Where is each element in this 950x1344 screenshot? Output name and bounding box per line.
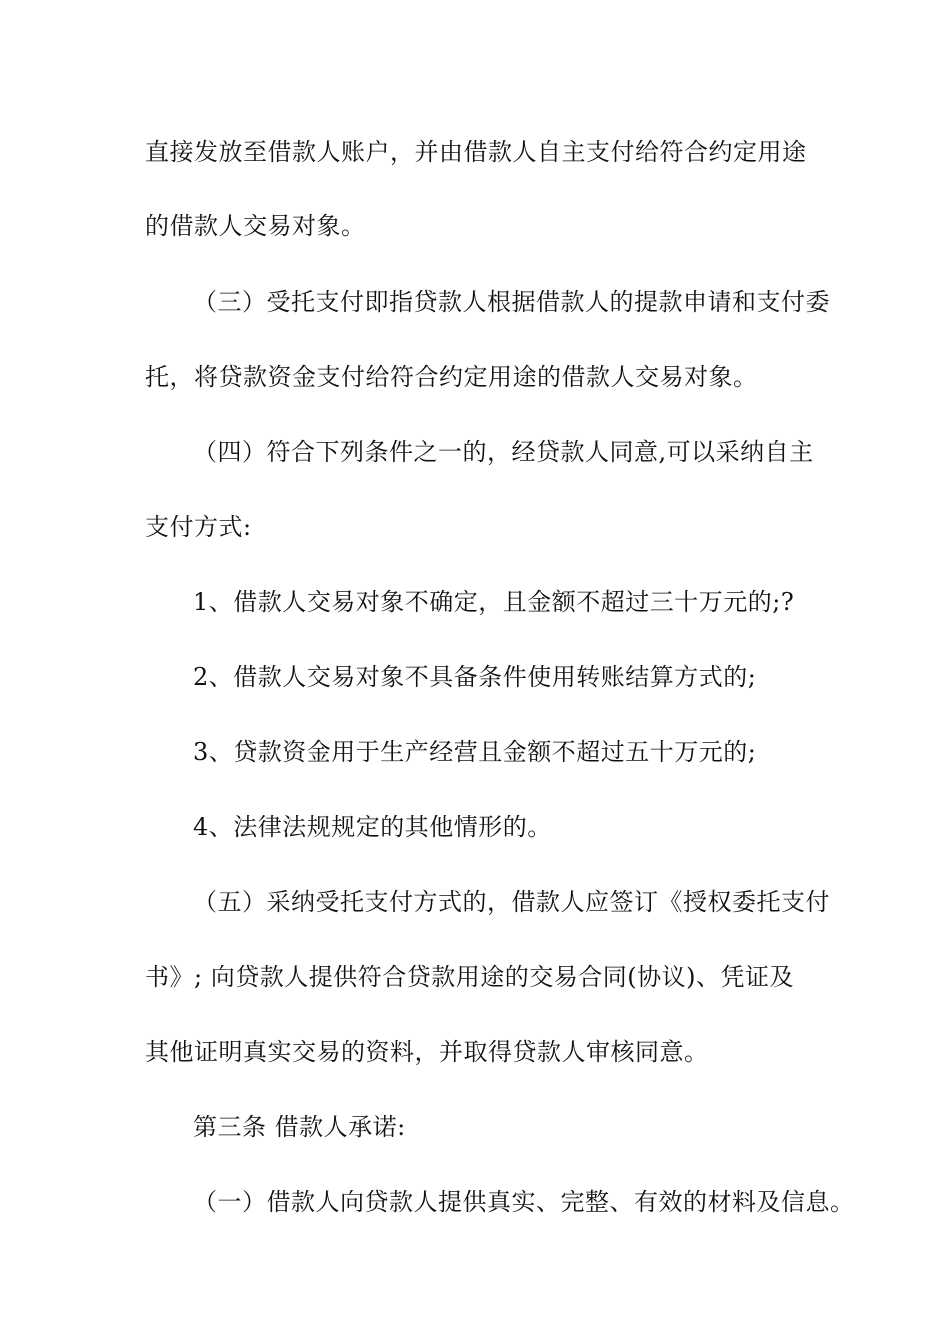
- condition-item-3: 3、贷款资金用于生产经营且金额不超过五十万元的;: [193, 738, 757, 766]
- paragraph-2-continued-line-1: 直接发放至借款人账户，并由借款人自主支付给符合约定用途: [145, 138, 807, 166]
- clause-3-line-2: 托，将贷款资金支付给符合约定用途的借款人交易对象。: [145, 363, 758, 391]
- clause-5-line-1: （五）采纳受托支付方式的，借款人应签订《授权委托支付: [193, 888, 830, 916]
- paragraph-2-continued-line-2: 的借款人交易对象。: [145, 212, 366, 240]
- clause-3-line-1: （三）受托支付即指贷款人根据借款人的提款申请和支付委: [193, 288, 830, 316]
- condition-item-4: 4、法律法规规定的其他情形的。: [193, 813, 552, 841]
- article-3-heading: 第三条 借款人承诺:: [193, 1113, 406, 1141]
- article-3-clause-1: （一）借款人向贷款人提供真实、完整、有效的材料及信息。: [193, 1188, 855, 1216]
- clause-4-line-2: 支付方式:: [145, 513, 252, 541]
- clause-5-line-2: 书》; 向贷款人提供符合贷款用途的交易合同(协议)、凭证及: [145, 963, 794, 991]
- condition-item-1: 1、借款人交易对象不确定，且金额不超过三十万元的;?: [193, 588, 795, 616]
- clause-5-line-3: 其他证明真实交易的资料，并取得贷款人审核同意。: [145, 1038, 709, 1066]
- condition-item-2: 2、借款人交易对象不具备条件使用转账结算方式的;: [193, 663, 757, 691]
- clause-4-line-1: （四）符合下列条件之一的，经贷款人同意,可以采纳自主: [193, 438, 814, 466]
